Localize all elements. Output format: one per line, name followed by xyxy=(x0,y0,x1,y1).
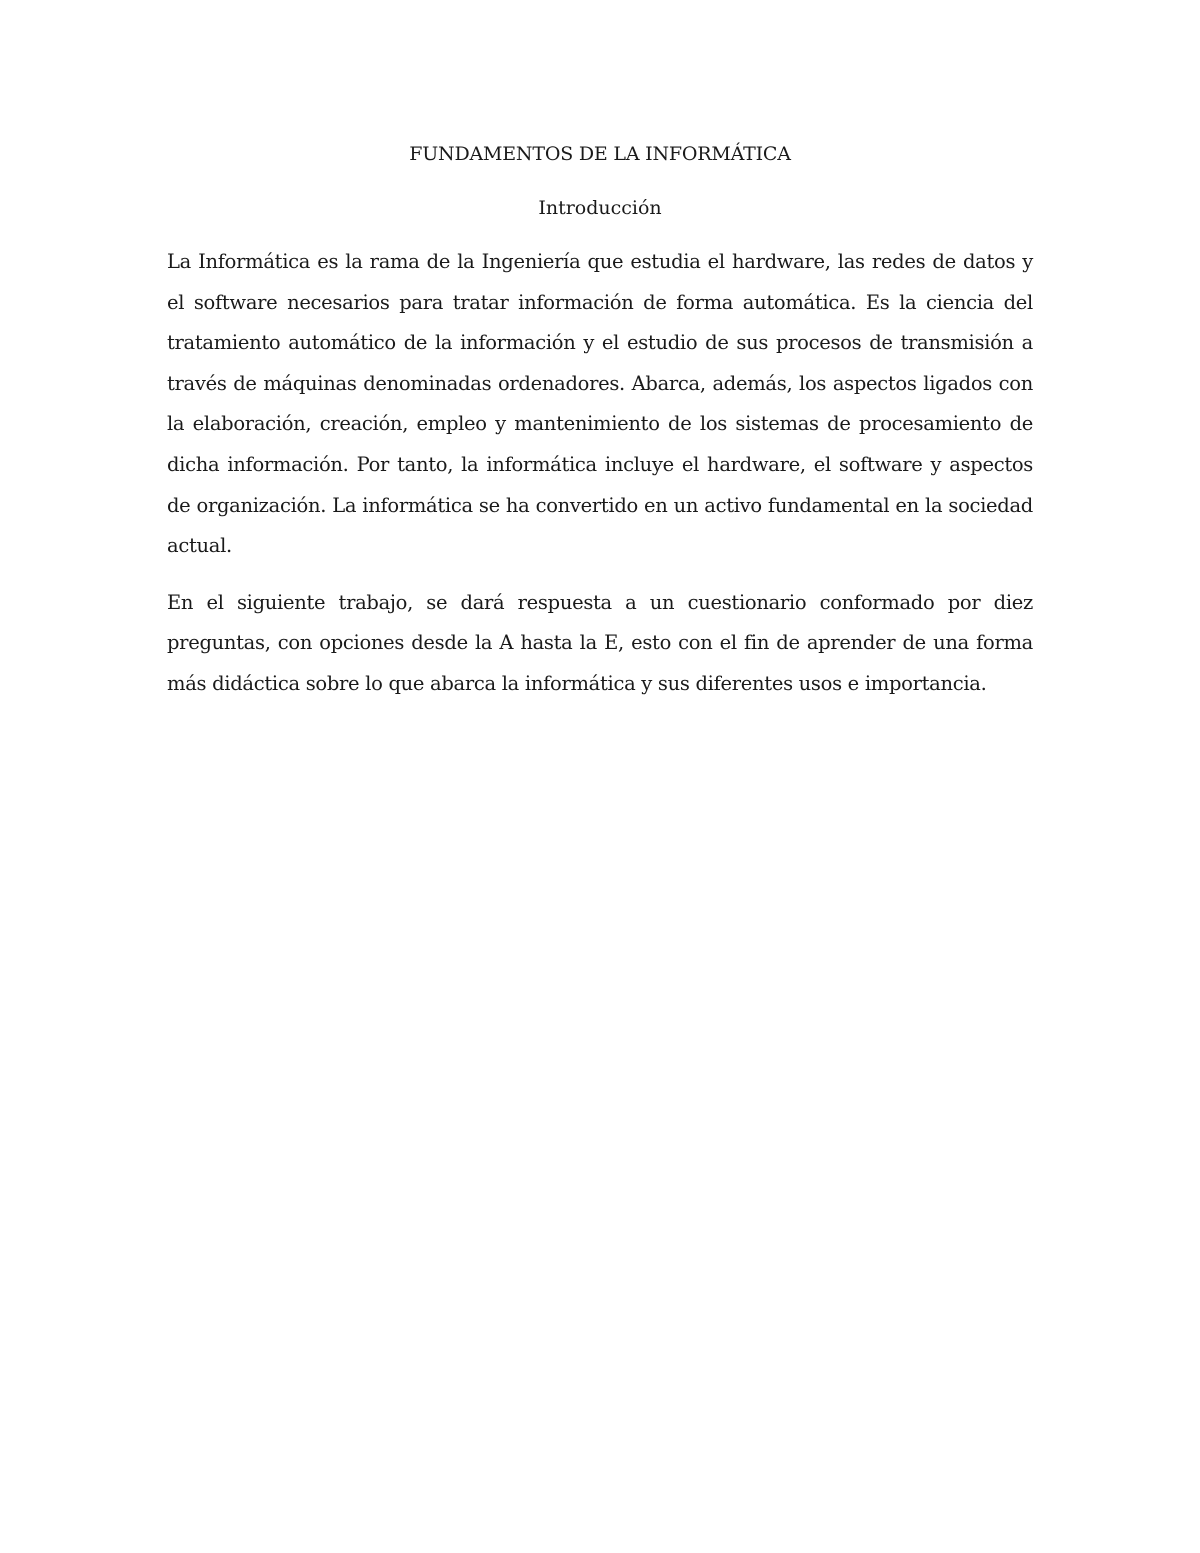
section-heading: Introducción xyxy=(538,197,662,219)
paragraph-purpose: En el siguiente trabajo, se dará respuesta a un cuestionario conformado por diez preguntas, con opciones desde la A hasta la E, esto con el fin de aprender de una forma más didáctica sobre lo que abarca la informática y sus diferentes usos e importancia. xyxy=(167,590,1033,695)
document-title: FUNDAMENTOS DE LA INFORMÁTICA xyxy=(409,143,791,165)
document-body xyxy=(167,134,1033,705)
paragraph-introduction: La Informática es la rama de la Ingeniería que estudia el hardware, las redes de datos y el software necesarios para tratar información de forma automática. Es la ciencia del tratamiento automático de la información y el estudio de sus procesos de transmisión a través de máquinas denominadas ordenadores. Abarca, además, los aspectos ligados con la elaboración, creación, empleo y mantenimiento de los sistemas de procesamiento de dicha información. Por tanto, la informática incluye el hardware, el software y aspectos de organización. La informática se ha convertido en un activo fundamental en la sociedad actual. xyxy=(167,250,1033,558)
